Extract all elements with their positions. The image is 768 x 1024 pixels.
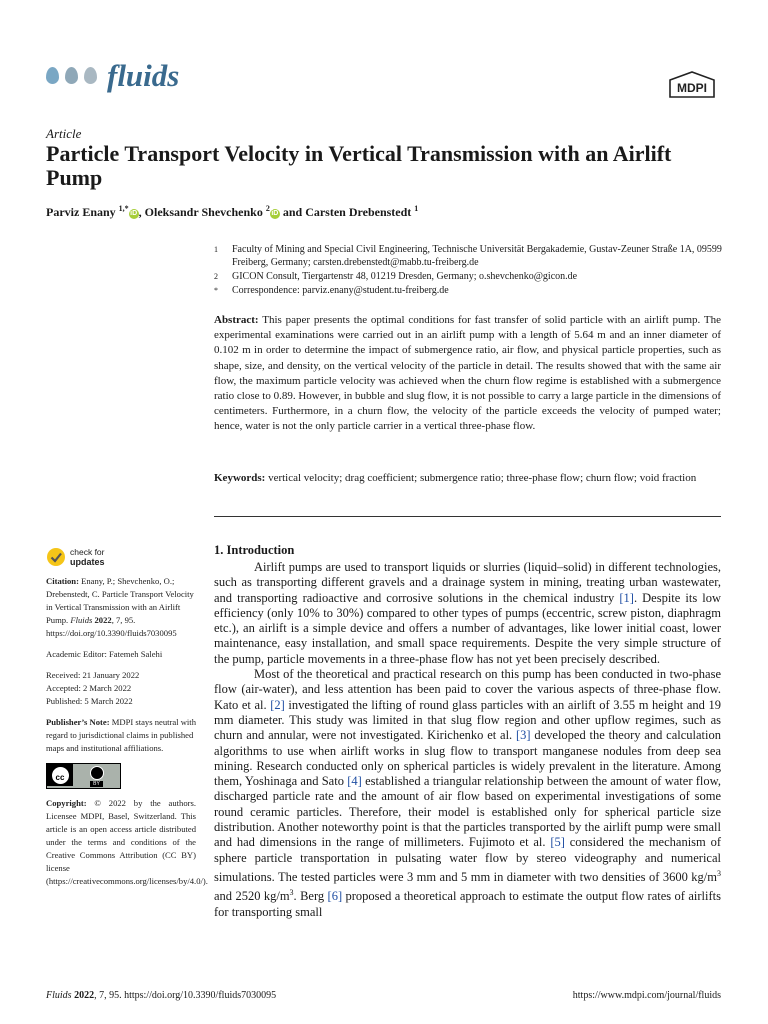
article-type: Article (46, 126, 82, 141)
citation-link[interactable]: [4] (347, 774, 362, 789)
drop-icon (84, 67, 97, 84)
citation-link[interactable]: [1] (619, 590, 634, 605)
publisher-logo[interactable] (666, 70, 718, 100)
abstract-label: Abstract: (214, 314, 259, 326)
publication-dates (46, 669, 196, 708)
academic-editor: Academic Editor: Fatemeh Salehi (46, 649, 163, 659)
cc-by-license-badge[interactable] (46, 763, 121, 789)
affiliation-item: 1 Faculty of Mining and Special Civil Engineering, Technische Universität Bergakademie, Gustav-Zeuner Straße 1A, 09599 Freiberg, Germany; carsten.drebenstedt@mabb.tu-freiberg.de (214, 244, 722, 268)
affiliation-item: 2 GICON Consult, Tiergartenstr 48, 01219 Dresden, Germany; o.shevchenko@gicon.de (214, 271, 578, 282)
author-name: Oleksandr Shevchenko (144, 205, 263, 219)
footer-journal-url[interactable]: https://www.mdpi.com/journal/fluids (572, 990, 721, 1001)
author-name: Carsten Drebenstedt (305, 205, 412, 219)
publisher-name: MDPI (677, 81, 707, 95)
article-title: Particle Transport Velocity in Vertical Transmission with an Airlift Pump (46, 141, 672, 190)
footer-citation: Fluids 2022, 7, 95. https://doi.org/10.3390/fluids7030095 (46, 990, 277, 1001)
abstract-text: This paper presents the optimal conditions for fast transfer of solid particle with an airlift pump. The experimental examinations were carried out in an airlift pump with a length of 5.64 m and an inner diameter of 0.102 m in order to determine the impact of submergence ratio, air flow, and physical particle properties, such as shape, size, and density, on the vertical velocity of the particle in detail. The results showed that with the same air flow, the maximum particle velocity was achieved when the churn flow regime is established with a submergence ratio close to 0.89. However, in bubble and slug flow, it is not possible to carry a large particle in the dimensions of centimeters. Furthermore, in a churn flow, the velocity of the particle exceeds the velocity of pumped water; hence, water is not the only particle carrier in a vertical three-phase flow. (214, 314, 721, 433)
drop-icon (65, 67, 78, 84)
abstract (214, 313, 721, 435)
check-updates-icon (46, 547, 66, 567)
citation: Citation: Enany, P.; Shevchenko, O.; Drebenstedt, C. Particle Transport Velocity in Vertical Transmission with an Airlift Pump. Fluids 2022, 7, 95. https://doi.org/10.3390/fluids7030095 (46, 576, 194, 638)
citation-link[interactable]: [2] (270, 697, 285, 712)
publishers-note: Publisher’s Note: MDPI stays neutral with regard to jurisdictional claims in published maps and institutional affiliations. (46, 717, 196, 753)
section-heading: 1. Introduction (214, 543, 295, 557)
journal-logo[interactable] (46, 60, 179, 91)
author-affiliation-mark: 1 (414, 204, 419, 213)
author-affiliation-mark: 1,* (118, 204, 129, 213)
citation-doi[interactable]: , 7, 95. https://doi.org/10.3390/fluids7030095 (46, 615, 177, 638)
drop-icon (46, 67, 59, 84)
copyright: Copyright: © 2022 by the authors. Licensee MDPI, Basel, Switzerland. This article is an open access article distributed under the terms and conditions of the Creative Commons Attribution (CC BY) license (https://creativecommons.org/licenses/by/4.0/). (46, 798, 208, 886)
author-name: Parviz Enany (46, 205, 116, 219)
body-text (214, 560, 721, 920)
footer-doi[interactable]: , 7, 95. https://doi.org/10.3390/fluids7030095 (94, 990, 277, 1001)
check-updates-top: check for (70, 546, 105, 557)
check-for-updates-button[interactable] (46, 547, 196, 567)
orcid-icon[interactable]: iD (130, 210, 138, 217)
keywords (214, 471, 721, 486)
keywords-text: vertical velocity; drag coefficient; submergence ratio; three-phase flow; churn flow; void fraction (268, 472, 697, 484)
correspondence: * Correspondence: parviz.enany@student.tu-freiberg.de (214, 285, 449, 296)
orcid-icon[interactable]: iD (271, 210, 279, 217)
citation-link[interactable]: [3] (515, 728, 531, 743)
person-icon (90, 766, 104, 780)
check-updates-bottom: updates (70, 556, 105, 567)
sidebar (46, 546, 208, 896)
author-list: Parviz Enany $^{1,*}$iD , Oleksandr Shevchenko $^2$iD and Carsten Drebenstedt $^1$ (46, 204, 419, 219)
attribution-icon: BY (73, 764, 120, 788)
citation-link[interactable]: [6] (327, 889, 343, 904)
published-date: Published: 5 March 2022 (46, 696, 133, 706)
accepted-date: Accepted: 2 March 2022 (46, 683, 132, 693)
paragraph: Airlift pumps are used to transport liquids or slurries (liquid–solid) in different technologies, such as transporting different gravels and a drainage system in mining, treating urban wastewater, and transporting radioactive and corrosive solutions in the chemical industry [1]. Despite its low efficiency (only 10% to 30%) compared to other types of pumps (eccentric, screw piston, diaphragm etc.), an airlift is a simple device and offers a number of advantages, like lower initial coast, lower maintenance, easy installation, and small space requirements. Despite the very simple structure of the pump, particle movements in a three-phase flow has not yet been precisely described. (214, 560, 722, 666)
affiliations (214, 243, 724, 298)
received-date: Received: 21 January 2022 (46, 670, 140, 680)
keywords-label: Keywords: (214, 472, 266, 484)
section-divider (214, 516, 721, 517)
cc-icon: cc (47, 764, 73, 786)
author-affiliation-mark: 2 (265, 204, 270, 213)
journal-name: fluids (107, 58, 180, 93)
paragraph: Most of the theoretical and practical research on this pump has been conducted in two-phase flow (air-water), and less attention has been paid to cover the various aspects of three-phase flow. Kato et al. [2] investigated the lifting of round glass particles with an airlift of 3.55 m height and 19 mm diameter. This study was limited in that slug flow region and other upflow regimes, such as churn and annular, were not investigated. Kirichenko et al. [3] developed the theory and calculation algorithms to use when airlift works in slug flow to transport manganese nodules from deep sea mining. Research conducted only on spherical particles is widely prevalent in the literature. Among them, Yoshinaga and Sato [4] established a triangular relationship between the amount of water flow, discharged particle rate and the amount of air flow based on experimental investigations of some round ceramic particles. Therefore, their model is established only for spherical particle size distribution. Another noteworthy point is that the particles transported by the airlift pump were small and had dimensions in the range of millimeters. Fujimoto et al. [5] considered the mechanism of sphere particle transportation in pulsating water flow by stereo videography and numerical simulations. The tested particles were 3 mm and 5 mm in diameter with two densities of 3600 $kg/m^3$ and 2520 $kg/m^3$. Berg [6] proposed a theoretical approach to estimate the output flow rates of airlifts for transporting small (214, 667, 722, 919)
citation-link[interactable]: [5] (550, 835, 565, 850)
